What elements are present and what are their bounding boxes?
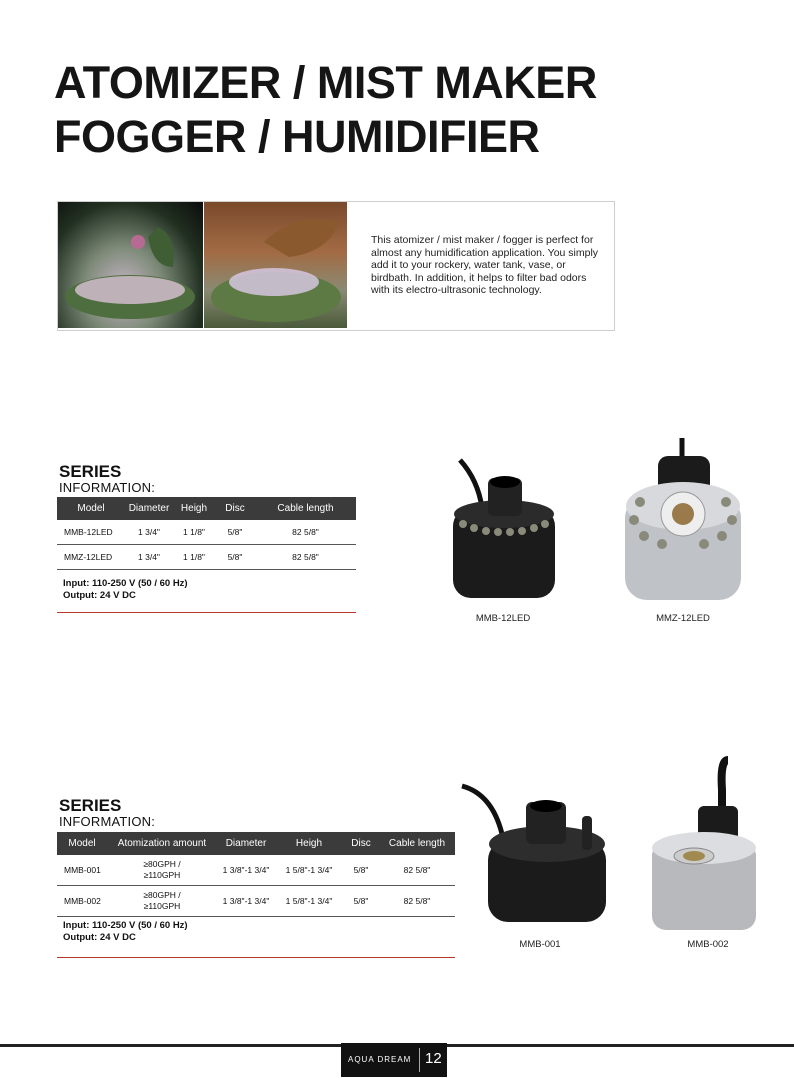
fountain-photo-1 <box>58 202 203 328</box>
cell-height: 1 1/8" <box>173 520 215 545</box>
cell-height: 1 5/8"-1 3/4" <box>275 855 343 886</box>
col-height: Heigh <box>275 832 343 855</box>
brand-logo: AQUA DREAM <box>348 1055 412 1064</box>
cell-disc: 5/8" <box>343 855 379 886</box>
series-1-electrical <box>63 578 188 601</box>
cell-model: MMB-12LED <box>57 520 125 545</box>
cell-height: 1 1/8" <box>173 545 215 570</box>
output-spec: Output: 24 V DC <box>63 589 136 601</box>
cell-diameter: 1 3/8"-1 3/4" <box>217 855 275 886</box>
table-header-row <box>57 497 356 520</box>
cell-cable: 82 5/8" <box>255 545 356 570</box>
series-title: SERIES <box>59 462 122 481</box>
series-subtitle: INFORMATION: <box>59 814 156 829</box>
table-row <box>57 545 356 570</box>
title-line-2: FOGGER / HUMIDIFIER <box>54 111 540 162</box>
product-caption: MMZ-12LED <box>656 613 710 624</box>
cell-height: 1 5/8"-1 3/4" <box>275 886 343 917</box>
page-number: 12 <box>425 1050 442 1067</box>
product-image-mmb-12led <box>448 456 560 602</box>
col-cable: Cable length <box>255 497 356 520</box>
input-spec: Input: 110-250 V (50 / 60 Hz) <box>63 920 188 931</box>
fountain-photo-2 <box>204 202 347 328</box>
output-spec: Output: 24 V DC <box>63 931 136 943</box>
cell-cable: 82 5/8" <box>379 855 455 886</box>
series-heading-1 <box>59 463 155 495</box>
col-model: Model <box>57 832 107 855</box>
cell-atomization: ≥80GPH /≥110GPH <box>107 886 217 917</box>
title-line-1: ATOMIZER / MIST MAKER <box>54 57 597 108</box>
cell-cable: 82 5/8" <box>379 886 455 917</box>
intro-text: This atomizer / mist maker / fogger is perfect for almost any humidification application. You simply add it to your rockery, water tank, vase, or birdbath. In addition, it helps to filter bad odors with its electro-ultrasonic technology. <box>371 234 599 296</box>
cell-model: MMB-002 <box>57 886 107 917</box>
cell-disc: 5/8" <box>215 545 255 570</box>
series-title: SERIES <box>59 796 122 815</box>
product-caption: MMB-001 <box>519 939 561 950</box>
footer <box>341 1043 447 1077</box>
table-row <box>57 520 356 545</box>
page-title <box>54 56 597 164</box>
col-cable: Cable length <box>379 832 455 855</box>
product-image-mmb-002 <box>650 756 758 932</box>
cell-diameter: 1 3/8"-1 3/4" <box>217 886 275 917</box>
table-header-row <box>57 832 455 855</box>
cell-disc: 5/8" <box>343 886 379 917</box>
cell-atomization: ≥80GPH /≥110GPH <box>107 855 217 886</box>
cell-model: MMB-001 <box>57 855 107 886</box>
divider <box>57 612 356 613</box>
col-atomization: Atomization amount <box>107 832 217 855</box>
cell-model: MMZ-12LED <box>57 545 125 570</box>
col-disc: Disc <box>215 497 255 520</box>
col-model: Model <box>57 497 125 520</box>
series-2-table <box>57 832 455 917</box>
col-height: Heigh <box>173 497 215 520</box>
divider <box>57 957 455 958</box>
series-2-electrical <box>63 920 188 943</box>
col-disc: Disc <box>343 832 379 855</box>
series-heading-2 <box>59 797 155 829</box>
product-image-mmz-12led <box>620 436 746 606</box>
series-subtitle: INFORMATION: <box>59 480 156 495</box>
intro-panel <box>57 201 615 331</box>
input-spec: Input: 110-250 V (50 / 60 Hz) <box>63 578 188 589</box>
cell-diameter: 1 3/4" <box>125 545 173 570</box>
series-1-table <box>57 497 356 570</box>
footer-separator <box>419 1048 420 1072</box>
cell-cable: 82 5/8" <box>255 520 356 545</box>
cell-diameter: 1 3/4" <box>125 520 173 545</box>
product-caption: MMB-002 <box>687 939 729 950</box>
cell-disc: 5/8" <box>215 520 255 545</box>
col-diameter: Diameter <box>125 497 173 520</box>
product-image-mmb-001 <box>460 780 610 925</box>
table-row <box>57 886 455 917</box>
product-caption: MMB-12LED <box>475 613 531 624</box>
col-diameter: Diameter <box>217 832 275 855</box>
table-row <box>57 855 455 886</box>
